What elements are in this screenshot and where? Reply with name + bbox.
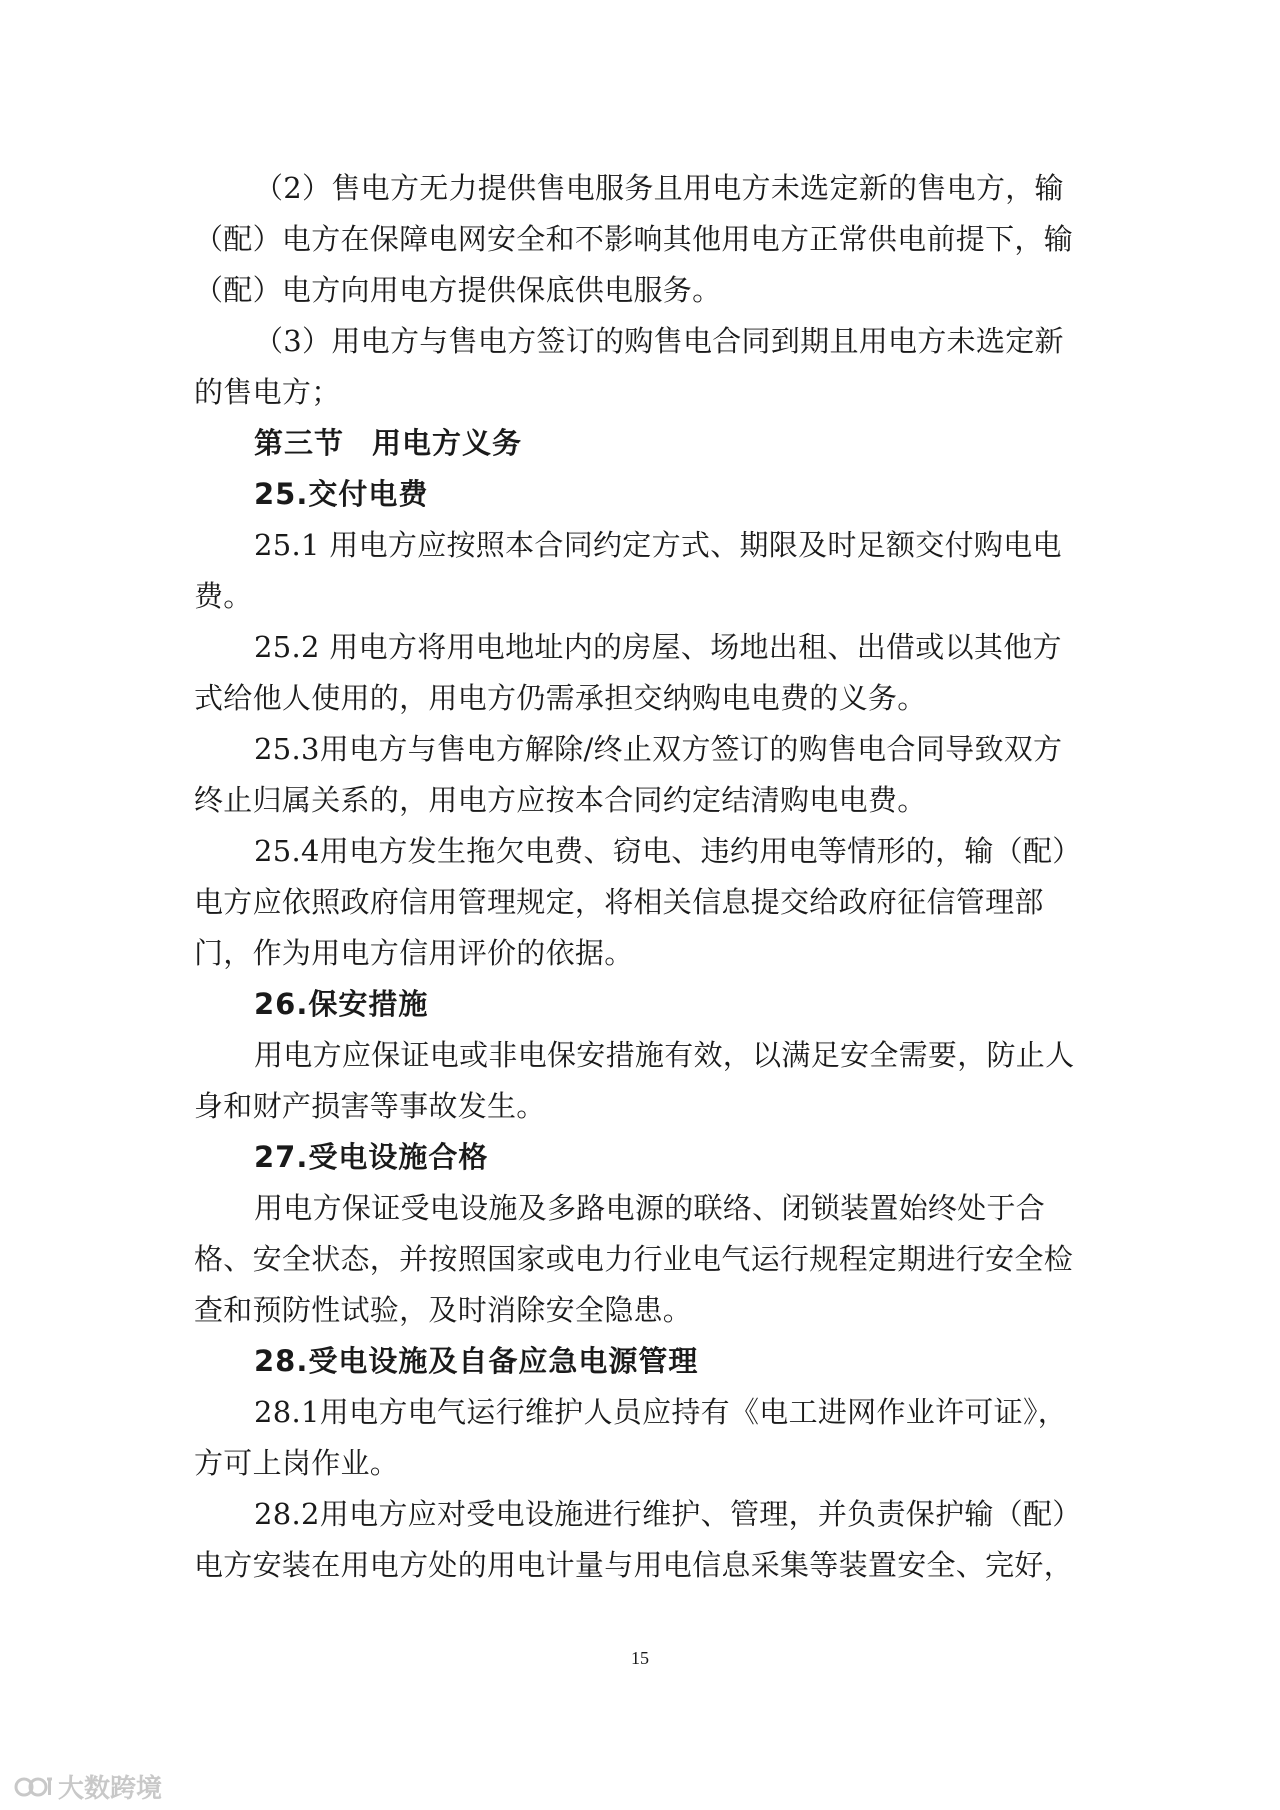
paragraph-line: 费。 (194, 579, 253, 613)
clause-heading: 27.受电设施合格 (254, 1140, 489, 1174)
clause-heading: 28.受电设施及自备应急电源管理 (254, 1344, 699, 1378)
paragraph-line: 电方安装在用电方处的用电计量与用电信息采集等装置安全、完好， (194, 1548, 1074, 1582)
paragraph-first-line: （2）售电方无力提供售电服务且用电方未选定新的售电方，输 (254, 171, 1064, 205)
paragraph-first-line: 28.2用电方应对受电设施进行维护、管理，并负责保护输（配） (254, 1497, 1082, 1531)
clause-heading: 25.交付电费 (254, 477, 429, 511)
paragraph-first-line: 25.3用电方与售电方解除/终止双方签订的购售电合同导致双方 (254, 732, 1063, 766)
section-title: 用电方义务 (372, 426, 523, 460)
clause-heading: 26.保安措施 (254, 987, 429, 1021)
paragraph-line: 的售电方； (194, 375, 341, 409)
document-body (194, 163, 1090, 1591)
logo-icon (14, 1773, 54, 1801)
paragraph-line: 终止归属关系的，用电方应按本合同约定结清购电电费。 (194, 783, 927, 817)
paragraph-line: 方可上岗作业。 (194, 1446, 400, 1480)
section-heading (194, 418, 1090, 469)
paragraph-line: （配）电方向用电方提供保底供电服务。 (194, 273, 722, 307)
paragraph-first-line: 25.4用电方发生拖欠电费、窃电、违约用电等情形的，输（配） (254, 834, 1082, 868)
paragraph-first-line: 用电方应保证电或非电保安措施有效，以满足安全需要，防止人 (254, 1038, 1075, 1072)
watermark (14, 1768, 162, 1805)
page-number: 15 (631, 1648, 649, 1668)
paragraph-line: 电方应依照政府信用管理规定，将相关信息提交给政府征信管理部 (194, 885, 1044, 919)
paragraph-line: 身和财产损害等事故发生。 (194, 1089, 546, 1123)
paragraph-line: 式给他人使用的，用电方仍需承担交纳购电电费的义务。 (194, 681, 927, 715)
section-number: 第三节 (254, 426, 345, 460)
watermark-text: 大数跨境 (58, 1774, 163, 1804)
paragraph-line: 门，作为用电方信用评价的依据。 (194, 936, 634, 970)
paragraph-line: 格、安全状态，并按照国家或电力行业电气运行规程定期进行安全检 (194, 1242, 1074, 1276)
paragraph-line: 查和预防性试验，及时消除安全隐患。 (194, 1293, 693, 1327)
paragraph-first-line: 用电方保证受电设施及多路电源的联络、闭锁装置始终处于合 (254, 1191, 1046, 1225)
paragraph-line: （配）电方在保障电网安全和不影响其他用电方正常供电前提下，输 (194, 222, 1074, 256)
paragraph-first-line: 28.1用电方电气运行维护人员应持有《电工进网作业许可证》， (254, 1395, 1068, 1429)
paragraph-first-line: 25.2 用电方将用电地址内的房屋、场地出租、出借或以其他方 (254, 630, 1062, 664)
paragraph-first-line: （3）用电方与售电方签订的购售电合同到期且用电方未选定新 (254, 324, 1064, 358)
paragraph-first-line: 25.1 用电方应按照本合同约定方式、期限及时足额交付购电电 (254, 528, 1062, 562)
